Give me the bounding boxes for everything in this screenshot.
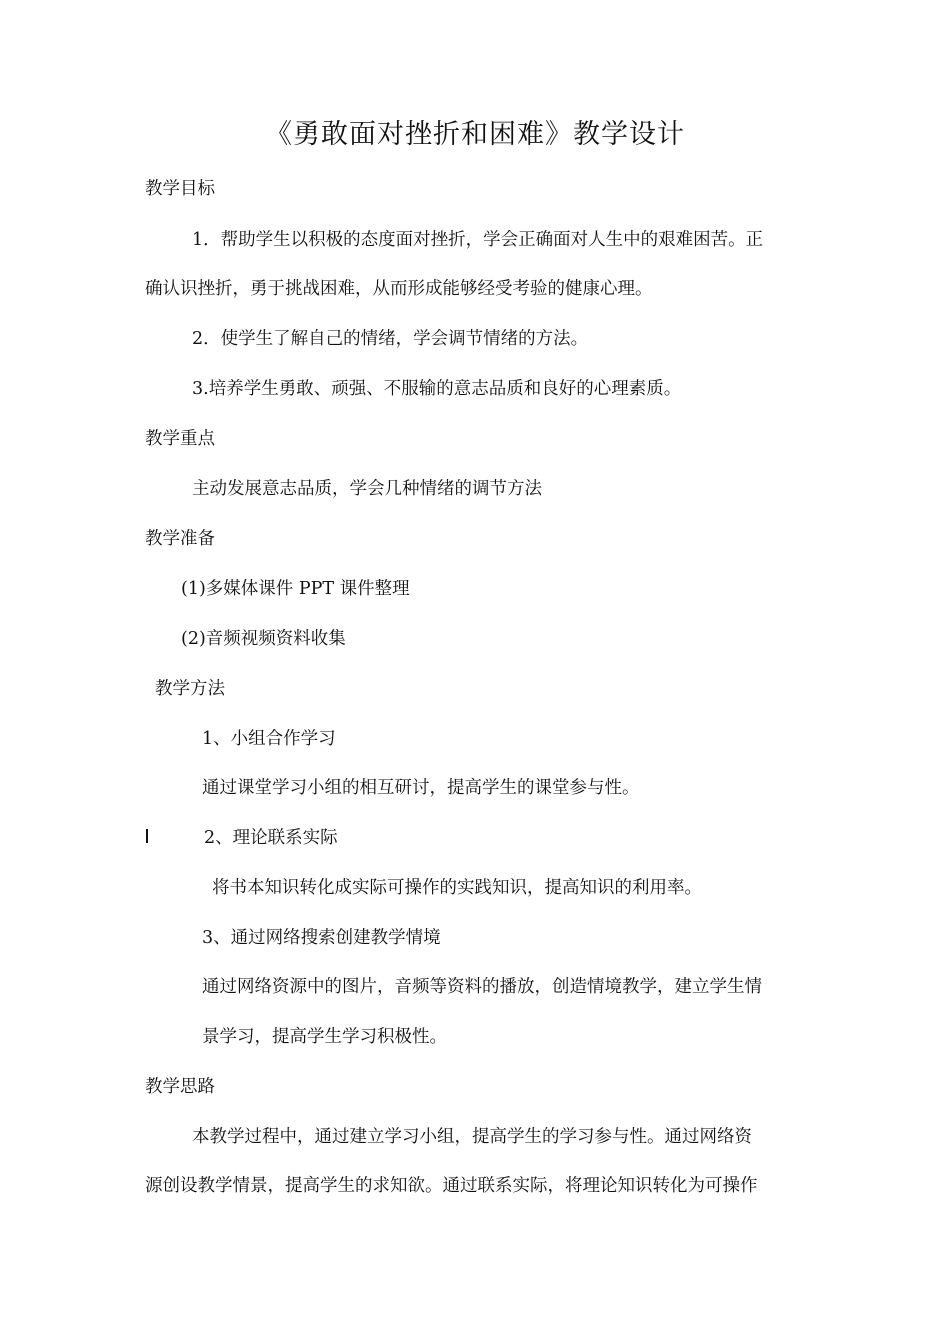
- approach-line-2: 源创设教学情景，提高学生的求知欲。通过联系实际，将理论知识转化为可操作: [145, 1176, 758, 1196]
- heading-methods: 教学方法: [155, 679, 225, 699]
- heading-key-points: 教学重点: [145, 429, 215, 449]
- approach-line-1: 本教学过程中，通过建立学习小组，提高学生的学习参与性。通过网络资: [192, 1127, 752, 1147]
- method-2-title: 2、理论联系实际: [204, 828, 338, 848]
- preparation-item-2: (2)音频视频资料收集: [181, 629, 346, 649]
- heading-objectives: 教学目标: [145, 179, 215, 199]
- method-2-text: 将书本知识转化成实际可操作的实践知识，提高知识的利用率。: [212, 878, 702, 898]
- heading-approach: 教学思路: [145, 1077, 215, 1097]
- objective-2: 2．使学生了解自己的情绪，学会调节情绪的方法。: [192, 329, 589, 349]
- method-3-text-line-1: 通过网络资源中的图片，音频等资料的播放，创造情境教学，建立学生情: [202, 977, 762, 997]
- margin-marker: [146, 829, 148, 843]
- objective-1-line-1: 1．帮助学生以积极的态度面对挫折，学会正确面对人生中的艰难困苦。正: [192, 230, 764, 250]
- preparation-item-1: (1)多媒体课件 PPT 课件整理: [181, 579, 410, 599]
- objective-3: 3.培养学生勇敢、顽强、不服输的意志品质和良好的心理素质。: [192, 379, 682, 399]
- method-3-text-line-2: 景学习，提高学生学习积极性。: [202, 1027, 447, 1047]
- key-points-text: 主动发展意志品质，学会几种情绪的调节方法: [192, 479, 542, 499]
- document-title: 《勇敢面对挫折和困难》教学设计: [265, 119, 685, 150]
- method-1-text: 通过课堂学习小组的相互研讨，提高学生的课堂参与性。: [202, 778, 640, 798]
- heading-preparation: 教学准备: [145, 529, 215, 549]
- objective-1-line-2: 确认识挫折，勇于挑战困难，从而形成能够经受考验的健康心理。: [145, 279, 653, 299]
- method-3-title: 3、通过网络搜索创建教学情境: [202, 928, 441, 948]
- method-1-title: 1、小组合作学习: [202, 729, 336, 749]
